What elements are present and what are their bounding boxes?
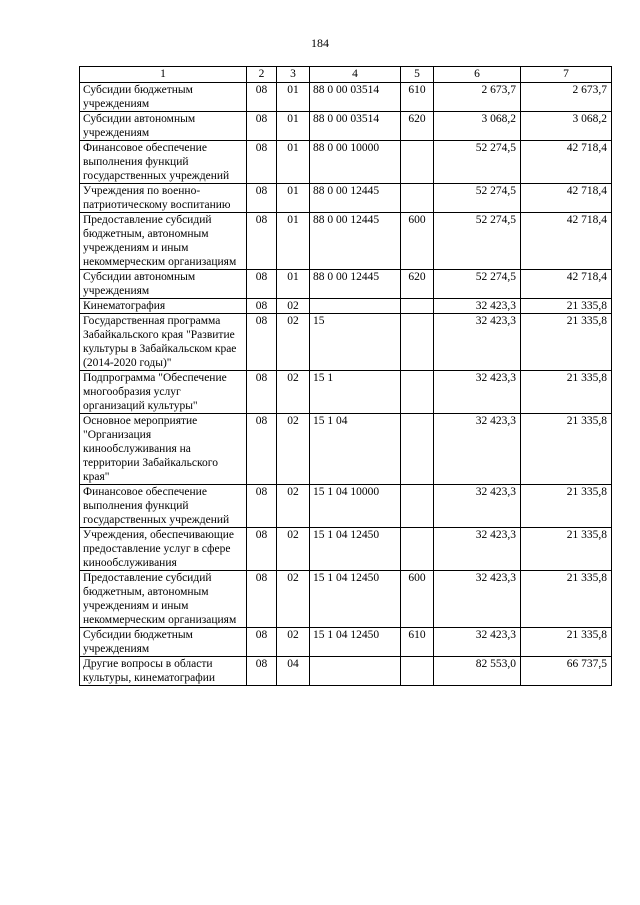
expense-type-cell (401, 141, 434, 184)
page-number: 184 (311, 36, 329, 50)
table-row (80, 414, 612, 485)
target-article-cell (310, 657, 401, 686)
row-name-cell: Основное мероприятие "Организация кинообслуживания на территории Забайкальского края" (80, 414, 247, 485)
amount-col7-cell: 21 335,8 (521, 414, 612, 485)
row-name-cell: Субсидии бюджетным учреждениям (80, 83, 247, 112)
amount-col6-cell: 32 423,3 (434, 371, 521, 414)
amount-col7-cell: 66 737,5 (521, 657, 612, 686)
row-name-cell: Финансовое обеспечение выполнения функций государственных учреждений (80, 141, 247, 184)
expense-type-cell: 620 (401, 270, 434, 299)
section-code-cell: 08 (247, 184, 277, 213)
amount-col7-cell: 42 718,4 (521, 213, 612, 270)
amount-col7-cell: 21 335,8 (521, 371, 612, 414)
section-code-cell: 08 (247, 414, 277, 485)
subsection-code-cell: 02 (277, 414, 310, 485)
target-article-cell: 15 (310, 314, 401, 371)
section-code-cell: 08 (247, 270, 277, 299)
row-name-cell: Другие вопросы в области культуры, кинематографии (80, 657, 247, 686)
expense-type-cell (401, 371, 434, 414)
subsection-code-cell: 02 (277, 314, 310, 371)
subsection-code-cell: 01 (277, 141, 310, 184)
table-row (80, 112, 612, 141)
amount-col7-cell: 42 718,4 (521, 270, 612, 299)
table-row (80, 528, 612, 571)
target-article-cell: 88 0 00 12445 (310, 213, 401, 270)
section-code-cell: 08 (247, 83, 277, 112)
amount-col6-cell: 32 423,3 (434, 571, 521, 628)
target-article-cell: 15 1 04 10000 (310, 485, 401, 528)
amount-col6-cell: 32 423,3 (434, 299, 521, 314)
section-code-cell: 08 (247, 314, 277, 371)
target-article-cell: 15 1 04 12450 (310, 628, 401, 657)
table-row (80, 213, 612, 270)
expense-type-cell (401, 184, 434, 213)
section-code-cell: 08 (247, 485, 277, 528)
section-code-cell: 08 (247, 657, 277, 686)
section-code-cell: 08 (247, 628, 277, 657)
table-row (80, 571, 612, 628)
table-row (80, 83, 612, 112)
amount-col6-cell: 32 423,3 (434, 628, 521, 657)
subsection-code-cell: 01 (277, 270, 310, 299)
amount-col6-cell: 52 274,5 (434, 141, 521, 184)
target-article-cell: 88 0 00 03514 (310, 112, 401, 141)
subsection-code-cell: 04 (277, 657, 310, 686)
table-row (80, 299, 612, 314)
amount-col7-cell: 2 673,7 (521, 83, 612, 112)
amount-col6-cell: 2 673,7 (434, 83, 521, 112)
budget-table (79, 66, 612, 686)
row-name-cell: Субсидии бюджетным учреждениям (80, 628, 247, 657)
row-name-cell: Кинематография (80, 299, 247, 314)
amount-col6-cell: 52 274,5 (434, 213, 521, 270)
subsection-code-cell: 01 (277, 112, 310, 141)
table-body (80, 83, 612, 686)
column-header: 5 (401, 67, 434, 83)
amount-col7-cell: 42 718,4 (521, 184, 612, 213)
amount-col6-cell: 32 423,3 (434, 528, 521, 571)
amount-col7-cell: 3 068,2 (521, 112, 612, 141)
section-code-cell: 08 (247, 571, 277, 628)
subsection-code-cell: 01 (277, 83, 310, 112)
expense-type-cell (401, 414, 434, 485)
column-header: 4 (310, 67, 401, 83)
table-row (80, 141, 612, 184)
table-header-row (80, 67, 612, 83)
expense-type-cell (401, 314, 434, 371)
expense-type-cell: 610 (401, 83, 434, 112)
target-article-cell: 88 0 00 03514 (310, 83, 401, 112)
subsection-code-cell: 02 (277, 299, 310, 314)
amount-col7-cell: 42 718,4 (521, 141, 612, 184)
subsection-code-cell: 02 (277, 628, 310, 657)
row-name-cell: Финансовое обеспечение выполнения функций государственных учреждений (80, 485, 247, 528)
amount-col6-cell: 52 274,5 (434, 184, 521, 213)
target-article-cell: 15 1 04 (310, 414, 401, 485)
column-header: 3 (277, 67, 310, 83)
row-name-cell: Субсидии автономным учреждениям (80, 112, 247, 141)
section-code-cell: 08 (247, 141, 277, 184)
expense-type-cell: 600 (401, 571, 434, 628)
subsection-code-cell: 01 (277, 213, 310, 270)
column-header: 2 (247, 67, 277, 83)
table-row (80, 184, 612, 213)
expense-type-cell: 620 (401, 112, 434, 141)
subsection-code-cell: 02 (277, 528, 310, 571)
section-code-cell: 08 (247, 371, 277, 414)
row-name-cell: Предоставление субсидий бюджетным, автономным учреждениям и иным некоммерческим организациям (80, 571, 247, 628)
section-code-cell: 08 (247, 528, 277, 571)
column-header: 1 (80, 67, 247, 83)
table-row (80, 485, 612, 528)
row-name-cell: Государственная программа Забайкальского края "Развитие культуры в Забайкальском крае (2014-2020 годы)" (80, 314, 247, 371)
target-article-cell: 15 1 04 12450 (310, 571, 401, 628)
row-name-cell: Подпрограмма "Обеспечение многообразия услуг организаций культуры" (80, 371, 247, 414)
amount-col7-cell: 21 335,8 (521, 571, 612, 628)
table-row (80, 371, 612, 414)
subsection-code-cell: 02 (277, 485, 310, 528)
row-name-cell: Предоставление субсидий бюджетным, автономным учреждениям и иным некоммерческим организациям (80, 213, 247, 270)
expense-type-cell (401, 657, 434, 686)
target-article-cell: 15 1 (310, 371, 401, 414)
expense-type-cell (401, 528, 434, 571)
section-code-cell: 08 (247, 112, 277, 141)
amount-col6-cell: 32 423,3 (434, 314, 521, 371)
amount-col7-cell: 21 335,8 (521, 528, 612, 571)
subsection-code-cell: 01 (277, 184, 310, 213)
subsection-code-cell: 02 (277, 571, 310, 628)
expense-type-cell: 610 (401, 628, 434, 657)
amount-col6-cell: 52 274,5 (434, 270, 521, 299)
table-row (80, 657, 612, 686)
section-code-cell: 08 (247, 213, 277, 270)
amount-col6-cell: 82 553,0 (434, 657, 521, 686)
row-name-cell: Учреждения по военно-патриотическому воспитанию (80, 184, 247, 213)
expense-type-cell (401, 299, 434, 314)
row-name-cell: Учреждения, обеспечивающие предоставление услуг в сфере кинообслуживания (80, 528, 247, 571)
amount-col7-cell: 21 335,8 (521, 628, 612, 657)
expense-type-cell (401, 485, 434, 528)
target-article-cell: 88 0 00 12445 (310, 270, 401, 299)
column-header: 7 (521, 67, 612, 83)
target-article-cell: 88 0 00 12445 (310, 184, 401, 213)
target-article-cell: 88 0 00 10000 (310, 141, 401, 184)
amount-col7-cell: 21 335,8 (521, 485, 612, 528)
section-code-cell: 08 (247, 299, 277, 314)
target-article-cell (310, 299, 401, 314)
column-header: 6 (434, 67, 521, 83)
table-row (80, 628, 612, 657)
amount-col7-cell: 21 335,8 (521, 299, 612, 314)
table-row (80, 270, 612, 299)
amount-col6-cell: 32 423,3 (434, 485, 521, 528)
subsection-code-cell: 02 (277, 371, 310, 414)
target-article-cell: 15 1 04 12450 (310, 528, 401, 571)
amount-col7-cell: 21 335,8 (521, 314, 612, 371)
row-name-cell: Субсидии автономным учреждениям (80, 270, 247, 299)
amount-col6-cell: 32 423,3 (434, 414, 521, 485)
table-row (80, 314, 612, 371)
amount-col6-cell: 3 068,2 (434, 112, 521, 141)
expense-type-cell: 600 (401, 213, 434, 270)
